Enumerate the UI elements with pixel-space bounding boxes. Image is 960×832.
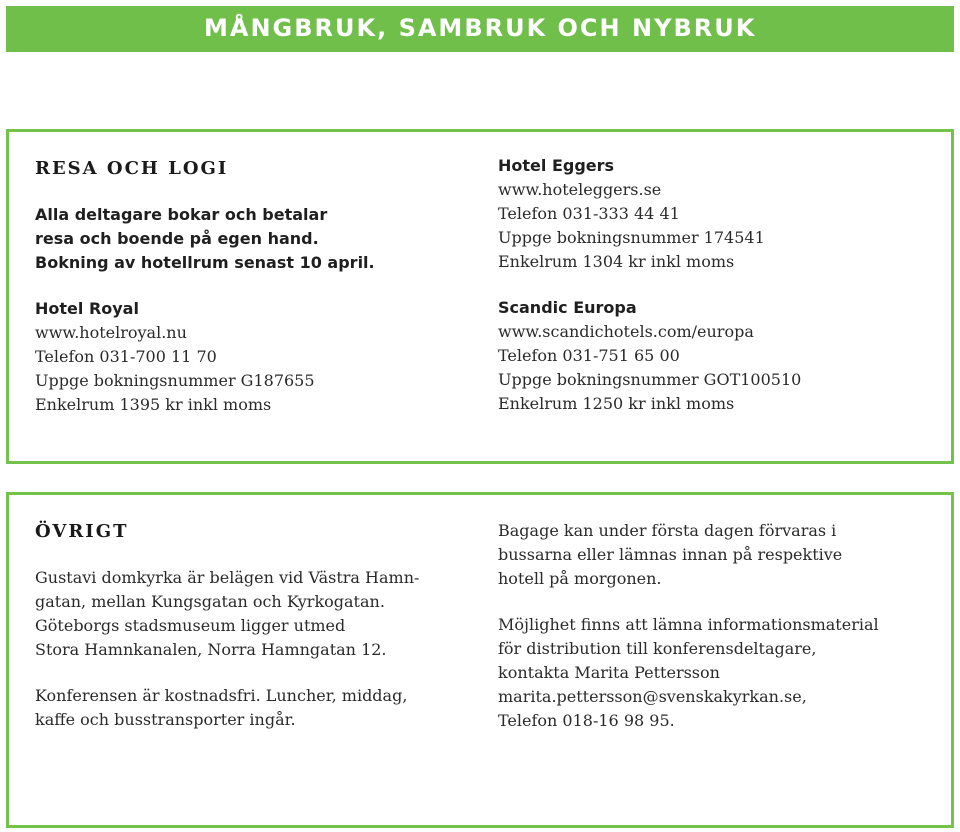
page-title: MÅNGBRUK, SAMBRUK OCH NYBRUK	[204, 14, 757, 42]
text-line: Konferensen är kostnadsfri. Luncher, middag,	[35, 686, 408, 705]
travel-intro	[35, 203, 375, 275]
hotel-name: Hotel Royal	[35, 299, 139, 318]
hotel-scandic-europa	[498, 296, 801, 416]
hotel-phone: Telefon 031-333 44 41	[498, 204, 680, 223]
text-line: Stora Hamnkanalen, Norra Hamngatan 12.	[35, 640, 387, 659]
text-line: bussarna eller lämnas innan på respektive	[498, 545, 843, 564]
intro-line: resa och boende på egen hand.	[35, 229, 319, 248]
other-paragraph	[35, 684, 419, 732]
other-section	[6, 492, 954, 828]
text-line: Göteborgs stadsmuseum ligger utmed	[35, 616, 346, 635]
hotel-royal	[35, 297, 375, 417]
text-line: för distribution till konferensdeltagare,	[498, 639, 817, 658]
hotel-url[interactable]: www.hotelroyal.nu	[35, 323, 187, 342]
travel-right-column	[498, 154, 801, 416]
travel-section	[6, 129, 954, 464]
text-line: gatan, mellan Kungsgatan och Kyrkogatan.	[35, 592, 385, 611]
contact-phone: Telefon 018-16 98 95.	[498, 711, 675, 730]
other-right-column	[498, 519, 879, 733]
intro-line: Alla deltagare bokar och betalar	[35, 205, 328, 224]
hotel-url[interactable]: www.hoteleggers.se	[498, 180, 662, 199]
travel-heading: RESA OCH LOGI	[35, 158, 229, 179]
other-paragraph	[498, 613, 879, 733]
travel-left-column	[35, 157, 375, 417]
other-paragraph	[35, 566, 419, 662]
hotel-phone: Telefon 031-751 65 00	[498, 346, 680, 365]
text-line: hotell på morgonen.	[498, 569, 662, 588]
hotel-booking: Uppge bokningsnummer GOT100510	[498, 370, 802, 389]
hotel-name: Hotel Eggers	[498, 156, 615, 175]
title-banner	[6, 6, 954, 52]
text-line: Möjlighet finns att lämna informationsmaterial	[498, 615, 879, 634]
text-line: kaffe och busstransporter ingår.	[35, 710, 296, 729]
other-paragraph	[498, 519, 879, 591]
text-line: Gustavi domkyrka är belägen vid Västra Hamn-	[35, 568, 420, 587]
other-left-column	[35, 520, 419, 732]
hotel-phone: Telefon 031-700 11 70	[35, 347, 217, 366]
text-line: Bagage kan under första dagen förvaras i	[498, 521, 837, 540]
intro-line: Bokning av hotellrum senast 10 april.	[35, 253, 375, 272]
hotel-price: Enkelrum 1395 kr inkl moms	[35, 395, 272, 414]
text-line: kontakta Marita Pettersson	[498, 663, 720, 682]
hotel-booking: Uppge bokningsnummer 174541	[498, 228, 765, 247]
hotel-eggers	[498, 154, 801, 274]
hotel-name: Scandic Europa	[498, 298, 637, 317]
hotel-price: Enkelrum 1250 kr inkl moms	[498, 394, 735, 413]
contact-email[interactable]: marita.pettersson@svenskakyrkan.se,	[498, 687, 807, 706]
other-heading: ÖVRIGT	[35, 521, 129, 542]
hotel-price: Enkelrum 1304 kr inkl moms	[498, 252, 735, 271]
hotel-url[interactable]: www.scandichotels.com/europa	[498, 322, 754, 341]
hotel-booking: Uppge bokningsnummer G187655	[35, 371, 315, 390]
